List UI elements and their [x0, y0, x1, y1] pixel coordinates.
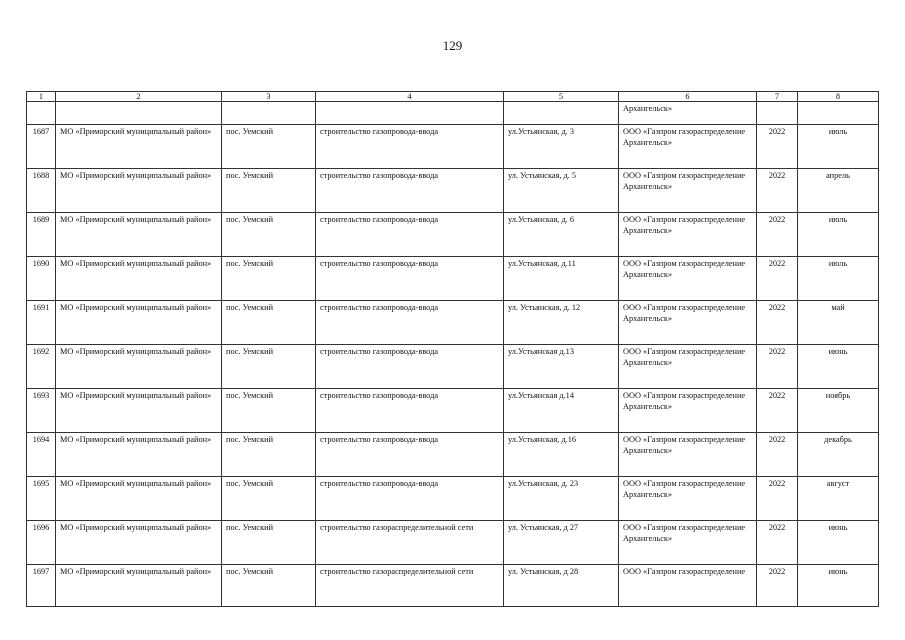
settlement-cell: пос. Уемский [222, 477, 316, 521]
year-cell: 2022 [757, 169, 798, 213]
table-row [27, 477, 879, 521]
year-cell: 2022 [757, 389, 798, 433]
work-type-cell: строительство газопровода-ввода [316, 477, 504, 521]
row-number-cell: 1696 [27, 521, 56, 565]
row-number-cell: 1694 [27, 433, 56, 477]
cell [504, 102, 619, 125]
contractor-cell: ООО «Газпром газораспределение Архангельск» [619, 345, 757, 389]
year-cell: 2022 [757, 433, 798, 477]
work-type-cell: строительство газопровода-ввода [316, 169, 504, 213]
municipality-cell: МО «Приморский муниципальный район» [56, 345, 222, 389]
municipality-cell: МО «Приморский муниципальный район» [56, 521, 222, 565]
row-number-cell: 1697 [27, 565, 56, 607]
contractor-cell: ООО «Газпром газораспределение Архангельск» [619, 521, 757, 565]
column-number: 2 [56, 92, 222, 102]
month-cell: июнь [798, 521, 879, 565]
month-cell: июль [798, 257, 879, 301]
column-number: 4 [316, 92, 504, 102]
year-cell: 2022 [757, 213, 798, 257]
column-number: 1 [27, 92, 56, 102]
month-cell: май [798, 301, 879, 345]
table-row [27, 565, 879, 607]
address-cell: ул.Устьянская, д. 23 [504, 477, 619, 521]
gasification-registry-table [26, 91, 879, 607]
cell [316, 102, 504, 125]
cell [27, 102, 56, 125]
table-row [27, 301, 879, 345]
municipality-cell: МО «Приморский муниципальный район» [56, 257, 222, 301]
row-number-cell: 1689 [27, 213, 56, 257]
address-cell: ул. Устьянская, д. 12 [504, 301, 619, 345]
address-cell: ул. Устьянская, д. 5 [504, 169, 619, 213]
municipality-cell: МО «Приморский муниципальный район» [56, 389, 222, 433]
table-row [27, 125, 879, 169]
month-cell: июль [798, 125, 879, 169]
work-type-cell: строительство газопровода-ввода [316, 301, 504, 345]
address-cell: ул.Устьянская, д. 6 [504, 213, 619, 257]
month-cell: ноябрь [798, 389, 879, 433]
cell [56, 102, 222, 125]
contractor-cell: ООО «Газпром газораспределение Архангельск» [619, 433, 757, 477]
work-type-cell: строительство газопровода-ввода [316, 345, 504, 389]
row-number-cell: 1692 [27, 345, 56, 389]
column-number-row [27, 92, 879, 102]
month-cell: декабрь [798, 433, 879, 477]
column-number: 7 [757, 92, 798, 102]
settlement-cell: пос. Уемский [222, 521, 316, 565]
work-type-cell: строительство газопровода-ввода [316, 213, 504, 257]
year-cell: 2022 [757, 301, 798, 345]
address-cell: ул. Устьянская, д 28 [504, 565, 619, 607]
table-row [27, 345, 879, 389]
settlement-cell: пос. Уемский [222, 213, 316, 257]
table-row [27, 169, 879, 213]
work-type-cell: строительство газопровода-ввода [316, 257, 504, 301]
address-cell: ул.Устьянская, д.16 [504, 433, 619, 477]
settlement-cell: пос. Уемский [222, 345, 316, 389]
table-row [27, 389, 879, 433]
settlement-cell: пос. Уемский [222, 565, 316, 607]
year-cell: 2022 [757, 125, 798, 169]
municipality-cell: МО «Приморский муниципальный район» [56, 169, 222, 213]
settlement-cell: пос. Уемский [222, 433, 316, 477]
municipality-cell: МО «Приморский муниципальный район» [56, 213, 222, 257]
table-row [27, 213, 879, 257]
contractor-cell: ООО «Газпром газораспределение Архангельск» [619, 389, 757, 433]
table-row [27, 257, 879, 301]
settlement-cell: пос. Уемский [222, 301, 316, 345]
work-type-cell: строительство газораспределительной сети [316, 521, 504, 565]
work-type-cell: строительство газопровода-ввода [316, 125, 504, 169]
address-cell: ул.Устьянская д.13 [504, 345, 619, 389]
cell [757, 102, 798, 125]
cell [222, 102, 316, 125]
contractor-cell: ООО «Газпром газораспределение Архангельск» [619, 169, 757, 213]
address-cell: ул.Устьянская, д.11 [504, 257, 619, 301]
page-number: 129 [442, 38, 463, 53]
contractor-cell: ООО «Газпром газораспределение [619, 565, 757, 607]
cell [798, 102, 879, 125]
table-row [27, 433, 879, 477]
municipality-cell: МО «Приморский муниципальный район» [56, 125, 222, 169]
column-number: 3 [222, 92, 316, 102]
cell: Архангельск» [619, 102, 757, 125]
address-cell: ул.Устьянская д.14 [504, 389, 619, 433]
month-cell: апрель [798, 169, 879, 213]
address-cell: ул.Устьянская, д. 3 [504, 125, 619, 169]
settlement-cell: пос. Уемский [222, 169, 316, 213]
contractor-cell: ООО «Газпром газораспределение Архангельск» [619, 477, 757, 521]
year-cell: 2022 [757, 565, 798, 607]
municipality-cell: МО «Приморский муниципальный район» [56, 477, 222, 521]
row-number-cell: 1695 [27, 477, 56, 521]
municipality-cell: МО «Приморский муниципальный район» [56, 433, 222, 477]
month-cell: август [798, 477, 879, 521]
row-number-cell: 1690 [27, 257, 56, 301]
contractor-cell: ООО «Газпром газораспределение Архангельск» [619, 125, 757, 169]
month-cell: июль [798, 213, 879, 257]
row-number-cell: 1693 [27, 389, 56, 433]
settlement-cell: пос. Уемский [222, 257, 316, 301]
column-number: 6 [619, 92, 757, 102]
contractor-cell: ООО «Газпром газораспределение Архангельск» [619, 301, 757, 345]
month-cell: июнь [798, 565, 879, 607]
column-number: 8 [798, 92, 879, 102]
municipality-cell: МО «Приморский муниципальный район» [56, 565, 222, 607]
row-number-cell: 1687 [27, 125, 56, 169]
work-type-cell: строительство газораспределительной сети [316, 565, 504, 607]
year-cell: 2022 [757, 477, 798, 521]
month-cell: июнь [798, 345, 879, 389]
row-number-cell: 1691 [27, 301, 56, 345]
year-cell: 2022 [757, 257, 798, 301]
continuation-row [27, 102, 879, 125]
work-type-cell: строительство газопровода-ввода [316, 389, 504, 433]
municipality-cell: МО «Приморский муниципальный район» [56, 301, 222, 345]
row-number-cell: 1688 [27, 169, 56, 213]
year-cell: 2022 [757, 521, 798, 565]
year-cell: 2022 [757, 345, 798, 389]
settlement-cell: пос. Уемский [222, 125, 316, 169]
table-row [27, 521, 879, 565]
column-number: 5 [504, 92, 619, 102]
work-type-cell: строительство газопровода-ввода [316, 433, 504, 477]
contractor-cell: ООО «Газпром газораспределение Архангельск» [619, 257, 757, 301]
contractor-cell: ООО «Газпром газораспределение Архангельск» [619, 213, 757, 257]
settlement-cell: пос. Уемский [222, 389, 316, 433]
address-cell: ул. Устьянская, д 27 [504, 521, 619, 565]
